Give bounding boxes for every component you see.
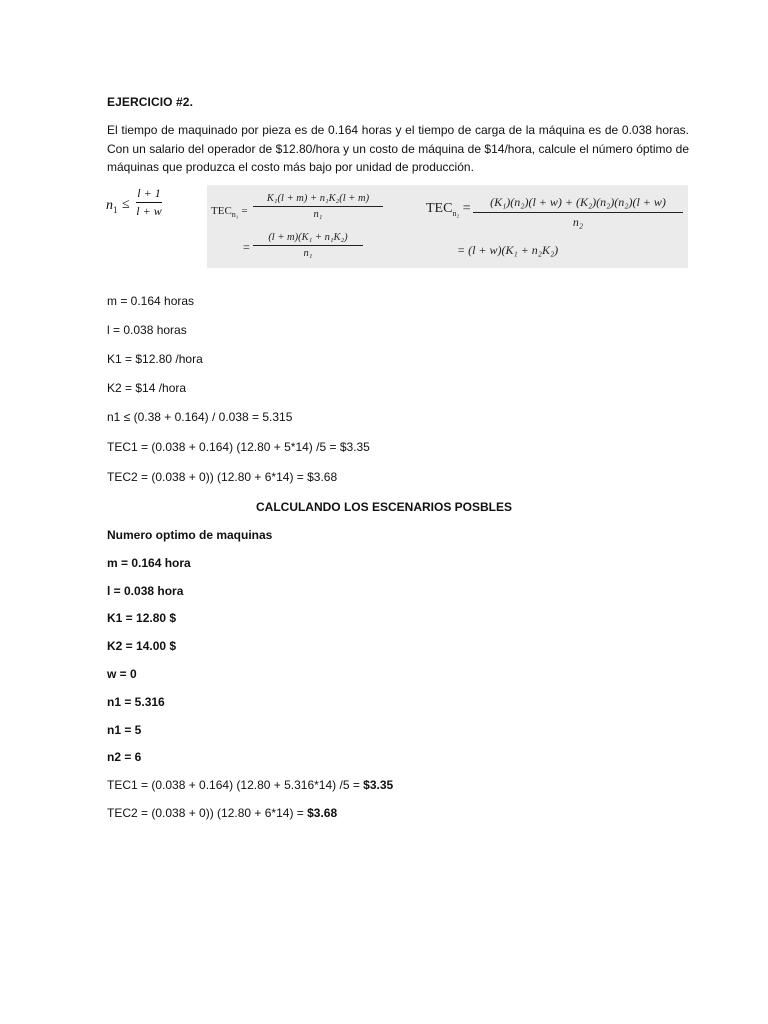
scenario-l: l = 0.038 hora	[107, 584, 184, 598]
exercise-heading: EJERCICIO #2.	[107, 95, 193, 109]
formula-n: $n_1$	[106, 198, 118, 215]
tec-n2-fraction: (K₁)(n₂)(l + w) + (K₂)(n₂)(n₂)(l + w) n₂	[473, 195, 683, 230]
scenario-n1: n1 = 5	[107, 723, 142, 737]
tec1-final-result: $3.35	[363, 778, 394, 792]
formula-leq: ≤	[122, 197, 130, 212]
subtitle: Numero optimo de maquinas	[107, 528, 273, 542]
scenario-k1: K1 = 12.80 $	[107, 611, 177, 625]
tec2-final: TEC2 = (0.038 + 0)) (12.80 + 6*14) = $3.68	[107, 806, 338, 820]
tec2-calc: TEC2 = (0.038 + 0)) (12.80 + 6*14) = $3.68	[107, 470, 338, 484]
problem-statement: El tiempo de maquinado por pieza es de 0.164 horas y el tiempo de carga de la máquina es de 0.038 horas. Con un salario del operador de $12.80/hora y un costo de máquina de $14/hora, calcule el número óptimo de máquinas que produzca el costo más bajo por unidad de producción.	[107, 123, 689, 174]
scenario-n2: n2 = 6	[107, 750, 142, 764]
n1-calc: n1 ≤ (0.38 + 0.164) / 0.038 = 5.315	[107, 410, 293, 424]
scenario-w: w = 0	[107, 667, 137, 681]
scenario-m: m = 0.164 hora	[107, 556, 191, 570]
given-k1: K1 = $12.80 /hora	[107, 352, 203, 366]
n1-inequality-formula	[104, 186, 194, 230]
tec-n1-label: $TEC_{n_1}$ =	[211, 205, 248, 220]
tec-n2-line2: = (l + w)(K₁ + n₂K₂)	[457, 243, 559, 257]
formula-fraction: l + 1 l + w	[136, 186, 162, 218]
scenario-k2: K2 = 14.00 $	[107, 639, 177, 653]
given-k2: K2 = $14 /hora	[107, 381, 187, 395]
tec1-calc: TEC1 = (0.038 + 0.164) (12.80 + 5*14) /5 = $3.35	[107, 440, 370, 454]
tec1-final: TEC1 = (0.038 + 0.164) (12.80 + 5.316*14) /5 = $3.35	[107, 778, 394, 792]
given-m: m = 0.164 horas	[107, 294, 195, 308]
tec-formula-image	[207, 185, 688, 268]
tec-n1-equals: =	[243, 240, 250, 254]
section-title: CALCULANDO LOS ESCENARIOS POSBLES	[255, 500, 513, 514]
given-l: l = 0.038 horas	[107, 323, 187, 337]
tec-n2-label: $TEC_{n_2}$ =	[426, 201, 471, 218]
scenario-n1-exact: n1 = 5.316	[107, 695, 165, 709]
tec-n1-fraction-1: K₁(l + m) + n₁K₂(l + m) n₁	[253, 193, 383, 220]
tec2-final-result: $3.68	[307, 806, 338, 820]
tec-n1-fraction-2: (l + m)(K₁ + n₁K₂) n₁	[253, 232, 363, 259]
